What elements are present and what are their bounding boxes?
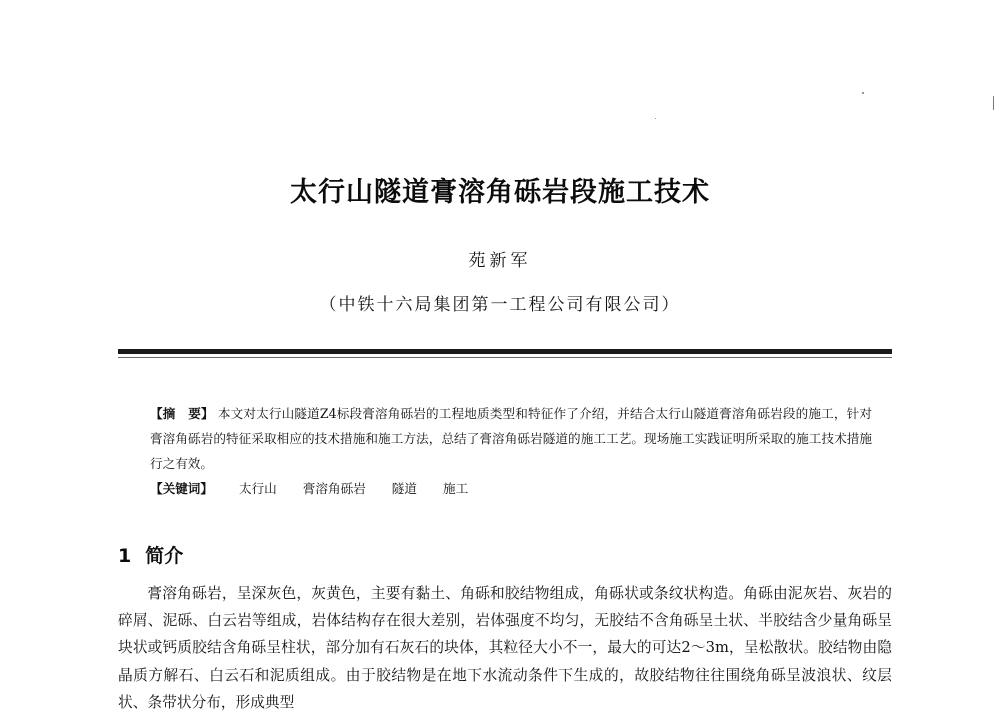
author-affiliation: （中铁十六局集团第一工程公司有限公司） [319, 295, 681, 315]
keywords-label: 【关键词】 [150, 481, 213, 496]
keywords-line [150, 476, 872, 501]
section-body [118, 580, 892, 716]
abstract-block [150, 401, 872, 501]
keyword: 膏溶角砾岩 [302, 481, 366, 496]
keyword: 太行山 [238, 481, 277, 496]
section-heading [118, 541, 183, 568]
header-divider-thin [118, 357, 892, 358]
scan-speck [862, 92, 864, 94]
abstract-label: 【摘 要】 [150, 406, 214, 421]
section-title: 简介 [145, 545, 184, 567]
header-divider-thick [118, 349, 892, 354]
section-number: 1 [118, 545, 132, 567]
author-name: 苑新军 [468, 251, 532, 271]
abstract-text: 本文对太行山隧道Z4标段膏溶角砾岩的工程地质类型和特征作了介绍，并结合太行山隧道膏溶角砾岩段的施工，针对膏溶角砾岩的特征采取相应的技术措施和施工方法，总结了膏溶角砾岩隧道的施工工艺。现场施工实践证明所采取的施工技术措施行之有效。 [150, 406, 872, 471]
scan-edge-mark [993, 96, 994, 110]
scan-speck [655, 118, 656, 119]
paper-title: 太行山隧道膏溶角砾岩段施工技术 [290, 177, 710, 208]
abstract-paragraph [150, 401, 872, 476]
keyword: 施工 [442, 481, 469, 496]
body-paragraph: 膏溶角砾岩，呈深灰色，灰黄色，主要有黏土、角砾和胶结物组成，角砾状或条纹状构造。角砾由泥灰岩、灰岩的碎屑、泥砾、白云岩等组成，岩体结构存在很大差别，岩体强度不均匀，无胶结不含角砾呈土状、半胶结含少量角砾呈块状或钙质胶结含角砾呈柱状，部分加有石灰石的块体，其粒径大小不一，最大的可达2～3m，呈松散状。胶结物由隐晶质方解石、白云石和泥质组成。由于胶结物是在地下水流动条件下生成的，故胶结物往往围绕角砾呈波浪状、纹层状、条带状分布，形成典型 [118, 585, 892, 711]
keyword: 隧道 [391, 481, 417, 496]
